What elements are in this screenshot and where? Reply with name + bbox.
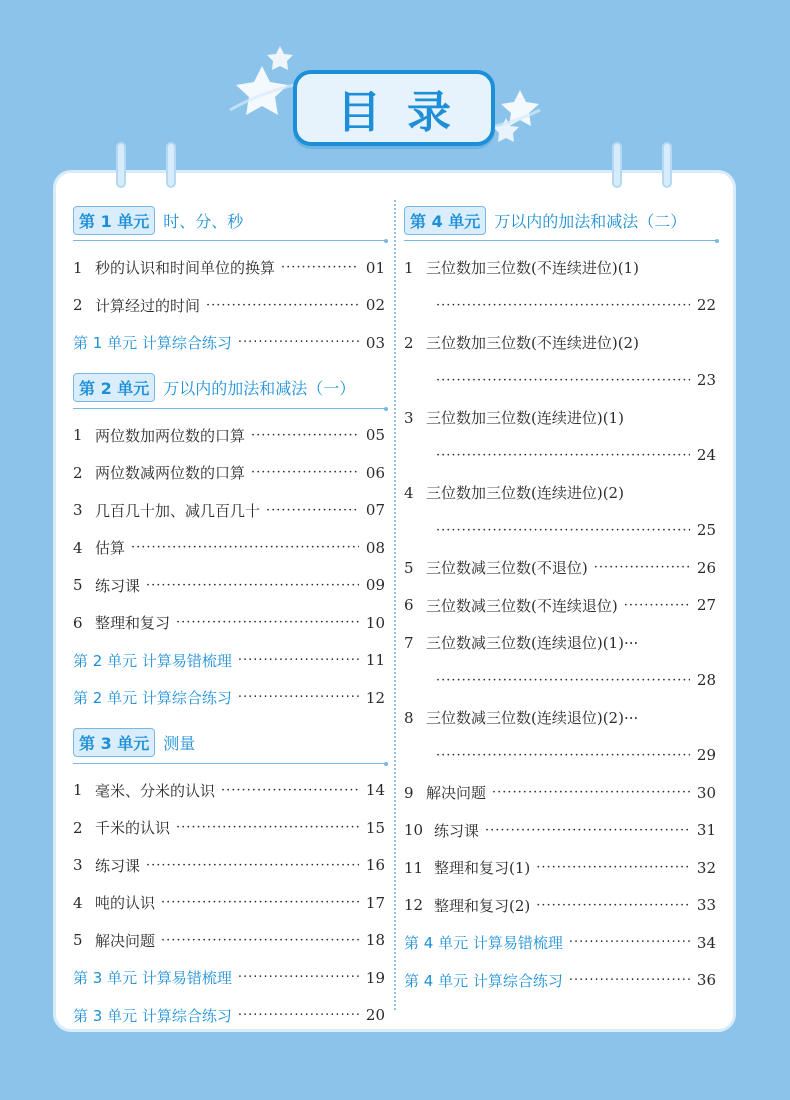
entry-number: 8 [404,708,414,727]
dot-leader [238,653,359,668]
entry-page: 33 [696,896,716,915]
toc-entry[interactable] [73,567,385,605]
entry-page: 31 [696,821,716,840]
entry-page: 34 [696,933,716,952]
entry-number: 9 [404,783,414,802]
entry-title: 秒的认识和时间单位的换算 [95,259,276,278]
toc-entry[interactable] [404,324,716,362]
unit-section [73,200,385,362]
dot-leader [485,823,690,838]
entry-title: 第 3 单元 计算综合练习 [73,1006,232,1025]
dot-leader [624,598,690,613]
toc-entry-continuation[interactable] [404,512,716,550]
page-title: 目录 [337,87,477,138]
entry-page: 08 [365,538,385,557]
entry-number: 4 [73,893,83,912]
entry-number: 1 [404,258,414,277]
toc-entry[interactable] [404,962,716,1000]
entry-number: 1 [73,426,83,445]
entry-page: 30 [696,783,716,802]
entry-title: 几百几十加、减几百几十 [95,501,261,520]
entry-title: 三位数加三位数(不连续进位)(2) [426,334,639,353]
dot-leader [536,860,690,875]
dot-leader [176,615,359,630]
unit-header [73,723,385,764]
toc-entry[interactable] [73,249,385,287]
entry-page: 36 [696,971,716,990]
binder-ring [612,142,622,188]
dot-leader [238,335,359,350]
entry-title: 估算 [95,539,126,558]
toc-entry[interactable] [73,529,385,567]
entry-page: 25 [696,521,716,540]
entry-number: 5 [73,931,83,950]
entry-page: 09 [365,576,385,595]
dot-leader [569,935,690,950]
unit-header [404,200,716,241]
entry-title: 解决问题 [95,931,156,950]
dot-leader [281,260,359,275]
dot-leader [206,298,359,313]
toc-entry[interactable] [404,549,716,587]
entry-number: 4 [404,483,414,502]
dot-leader [536,898,690,913]
entry-number: 3 [404,408,414,427]
entry-page: 15 [365,818,385,837]
toc-entry[interactable] [73,604,385,642]
title-box [293,70,495,146]
unit-badge: 第 4 单元 [404,206,486,235]
toc-entry[interactable] [73,287,385,325]
entry-page: 19 [365,968,385,987]
dot-leader [436,748,690,763]
entry-title: 第 3 单元 计算易错梳理 [73,969,232,988]
entry-title: 三位数减三位数(连续退位)(1)··· [426,634,639,653]
toc-entry[interactable] [73,997,385,1035]
dot-leader [238,970,359,985]
entry-page: 27 [696,596,716,615]
toc-entry[interactable] [73,959,385,997]
entry-title: 练习课 [434,821,480,840]
dot-leader [161,933,359,948]
toc-left-column [73,200,385,1034]
entry-number: 3 [73,501,83,520]
toc-entry[interactable] [73,642,385,680]
dot-leader [238,690,359,705]
toc-entry[interactable] [404,924,716,962]
dot-leader [436,673,690,688]
entry-title: 第 1 单元 计算综合练习 [73,334,232,353]
entry-title: 三位数加三位数(不连续进位)(1) [426,259,639,278]
toc-entry[interactable] [73,772,385,810]
binder-ring [116,142,126,188]
entry-title: 两位数减两位数的口算 [95,464,246,483]
entry-title: 千米的认识 [95,819,171,838]
entry-page: 14 [365,781,385,800]
entry-title: 第 2 单元 计算易错梳理 [73,651,232,670]
toc-entry[interactable] [73,454,385,492]
entry-number: 12 [404,896,424,915]
entry-number: 6 [73,613,83,632]
entry-title: 毫米、分米的认识 [95,781,216,800]
entry-page: 03 [365,333,385,352]
unit-badge: 第 2 单元 [73,373,155,402]
dot-leader [161,895,359,910]
entry-page: 26 [696,558,716,577]
entry-title: 整理和复习 [95,614,171,633]
entry-page: 01 [365,258,385,277]
entry-page: 29 [696,746,716,765]
dot-leader [238,1008,359,1023]
entry-page: 24 [696,446,716,465]
entry-page: 32 [696,858,716,877]
entry-title: 三位数减三位数(不连续退位) [426,596,618,615]
toc-entry[interactable] [404,699,716,737]
entry-number: 4 [73,538,83,557]
entry-title: 两位数加两位数的口算 [95,426,246,445]
binder-ring [166,142,176,188]
toc-entry-continuation[interactable] [404,437,716,475]
entry-title: 第 4 单元 计算综合练习 [404,971,563,990]
unit-header [73,200,385,241]
entry-title: 三位数加三位数(连续进位)(2) [426,484,624,503]
toc-entry[interactable] [73,847,385,885]
dot-leader [146,578,359,593]
dot-leader [131,540,359,555]
entry-number: 2 [73,818,83,837]
entry-title: 三位数减三位数(不退位) [426,559,588,578]
toc-entry[interactable] [73,324,385,362]
unit-badge: 第 3 单元 [73,728,155,757]
dot-leader [176,820,359,835]
toc-entry-continuation[interactable] [404,662,716,700]
dot-leader [251,465,359,480]
entry-number: 2 [73,463,83,482]
dot-leader [436,298,690,313]
entry-title: 练习课 [95,576,141,595]
dot-leader [251,428,359,443]
entry-title: 第 2 单元 计算综合练习 [73,689,232,708]
entry-number: 2 [73,296,83,315]
toc-entry[interactable] [404,849,716,887]
entry-title: 练习课 [95,856,141,875]
entry-page: 05 [365,426,385,445]
dot-leader [594,560,690,575]
toc-entry[interactable] [404,249,716,287]
entry-title: 整理和复习(1) [434,859,531,878]
toc-entry-continuation[interactable] [404,362,716,400]
dot-leader [436,373,690,388]
entry-page: 20 [365,1006,385,1025]
entry-page: 16 [365,856,385,875]
entry-page: 23 [696,371,716,390]
toc-entry[interactable] [73,922,385,960]
dot-leader [266,503,359,518]
entry-number: 11 [404,858,424,877]
entry-title: 第 4 单元 计算易错梳理 [404,934,563,953]
unit-title: 时、分、秒 [163,211,244,231]
unit-title: 万以内的加法和减法（一） [163,379,356,398]
unit-badge: 第 1 单元 [73,206,155,235]
entry-title: 整理和复习(2) [434,896,531,915]
star-icon [267,46,293,70]
dot-leader [492,785,690,800]
toc-entry[interactable] [404,812,716,850]
entry-page: 11 [365,651,385,670]
binder-ring [662,142,672,188]
toc-entry[interactable] [404,624,716,662]
entry-title: 解决问题 [426,784,487,803]
column-divider [394,200,396,1010]
dot-leader [436,448,690,463]
entry-number: 1 [73,781,83,800]
toc-entry[interactable] [404,399,716,437]
toc-entry[interactable] [73,679,385,717]
entry-page: 06 [365,463,385,482]
entry-title: 三位数减三位数(连续退位)(2)··· [426,709,639,728]
toc-right-column [404,200,716,999]
toc-entry[interactable] [404,587,716,625]
unit-title: 万以内的加法和减法（二） [494,211,687,231]
dot-leader [436,523,690,538]
toc-entry[interactable] [73,417,385,455]
entry-title: 吨的认识 [95,894,156,913]
entry-number: 2 [404,333,414,352]
toc-entry[interactable] [404,887,716,925]
entry-page: 18 [365,931,385,950]
toc-entry[interactable] [73,492,385,530]
entry-page: 10 [365,613,385,632]
toc-entry[interactable] [73,884,385,922]
star-icon [236,66,288,115]
dot-leader [221,783,359,798]
entry-page: 02 [365,296,385,315]
entry-page: 07 [365,501,385,520]
unit-header [73,368,385,409]
entry-title: 计算经过的时间 [95,296,201,315]
entry-number: 5 [404,558,414,577]
entry-number: 3 [73,856,83,875]
toc-entry[interactable] [73,809,385,847]
toc-entry-continuation[interactable] [404,737,716,775]
entry-number: 5 [73,576,83,595]
entry-page: 22 [696,296,716,315]
entry-number: 6 [404,596,414,615]
entry-number: 7 [404,633,414,652]
entry-title: 三位数加三位数(连续进位)(1) [426,409,624,428]
entry-number: 1 [73,258,83,277]
unit-title: 测量 [163,734,196,753]
dot-leader [146,858,359,873]
toc-entry[interactable] [404,474,716,512]
unit-section [73,723,385,1035]
toc-entry[interactable] [404,774,716,812]
entry-number: 10 [404,821,424,840]
toc-entry-continuation[interactable] [404,287,716,325]
unit-section [73,368,385,717]
entry-page: 28 [696,671,716,690]
entry-page: 17 [365,893,385,912]
entry-page: 12 [365,688,385,707]
dot-leader [569,973,690,988]
